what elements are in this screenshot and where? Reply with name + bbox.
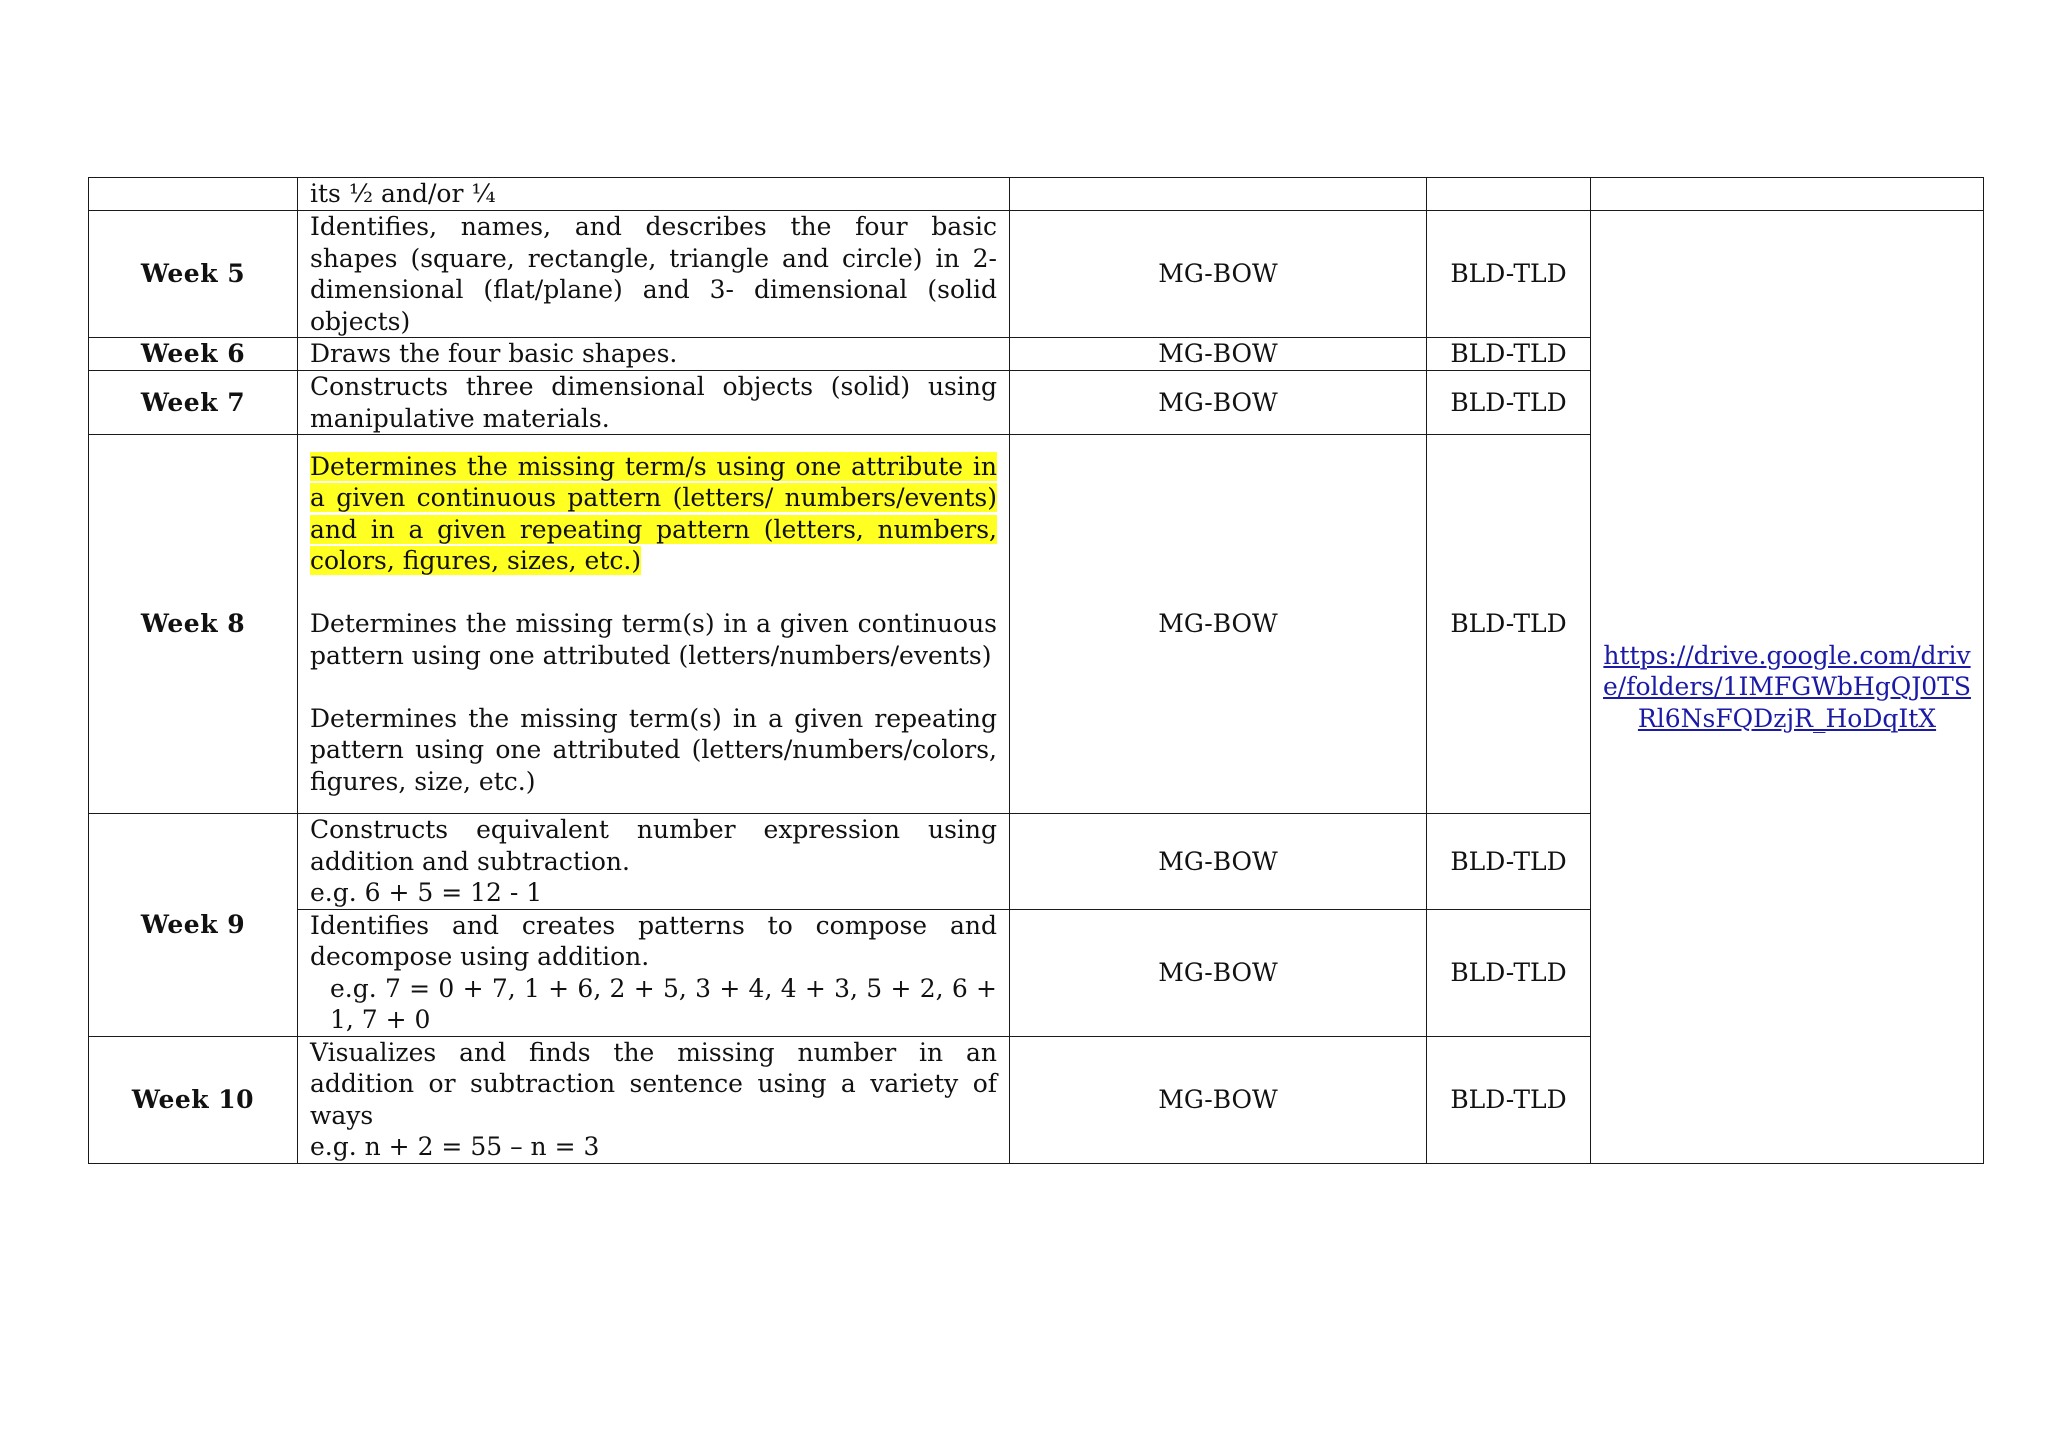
competency-text: Constructs equivalent number expression using addition and subtraction. bbox=[310, 815, 997, 876]
table-row-week-5 bbox=[89, 211, 1984, 338]
competency-paragraph: Determines the missing term(s) in a given continuous pattern using one attributed (letters/numbers/events) bbox=[310, 609, 997, 670]
curriculum-table bbox=[88, 177, 1984, 1164]
competency-cell bbox=[298, 435, 1010, 814]
competency-cell: Identifies, names, and describes the four basic shapes (square, rectangle, triangle and circle) in 2-dimensional (flat/plane) and 3- dimensional (solid objects) bbox=[298, 211, 1010, 338]
domain-code-cell: MG-BOW bbox=[1010, 909, 1427, 1036]
resource-link[interactable]: https://drive.google.com/drive/folders/1IMFGWbHgQJ0TSRl6NsFQDzjR_HoDqItX bbox=[1603, 640, 1971, 733]
level-code-cell: BLD-TLD bbox=[1427, 435, 1591, 814]
competency-cell bbox=[298, 909, 1010, 1036]
competency-paragraph-highlighted bbox=[310, 451, 997, 577]
level-code-cell: BLD-TLD bbox=[1427, 371, 1591, 435]
week-cell-empty bbox=[89, 178, 298, 211]
level-code-cell: BLD-TLD bbox=[1427, 1036, 1591, 1163]
competency-cell bbox=[298, 814, 1010, 910]
week-label: Week 5 bbox=[89, 211, 298, 338]
competency-cell: Constructs three dimensional objects (solid) using manipulative materials. bbox=[298, 371, 1010, 435]
domain-code-cell: MG-BOW bbox=[1010, 211, 1427, 338]
competency-text: Visualizes and finds the missing number in an addition or subtraction sentence using a variety of ways bbox=[310, 1037, 997, 1130]
week-label: Week 9 bbox=[89, 814, 298, 1037]
table-row-continued bbox=[89, 178, 1984, 211]
domain-code-cell: MG-BOW bbox=[1010, 338, 1427, 371]
domain-code-cell: MG-BOW bbox=[1010, 435, 1427, 814]
domain-code-cell: MG-BOW bbox=[1010, 814, 1427, 910]
week-label: Week 10 bbox=[89, 1036, 298, 1163]
resource-cell-empty bbox=[1591, 178, 1984, 211]
competency-cell: Draws the four basic shapes. bbox=[298, 338, 1010, 371]
level-code-cell: BLD-TLD bbox=[1427, 338, 1591, 371]
resource-link-cell bbox=[1591, 211, 1984, 1164]
competency-example: e.g. 7 = 0 + 7, 1 + 6, 2 + 5, 3 + 4, 4 + 3, 5 + 2, 6 + 1, 7 + 0 bbox=[330, 973, 997, 1034]
week-label: Week 8 bbox=[89, 435, 298, 814]
competency-paragraph: Determines the missing term(s) in a given repeating pattern using one attributed (letters/numbers/colors, figures, size, etc.) bbox=[310, 703, 997, 796]
domain-code-cell: MG-BOW bbox=[1010, 1036, 1427, 1163]
competency-cell-continued: its ½ and/or ¼ bbox=[298, 178, 1010, 211]
competency-text: Identifies and creates patterns to compose and decompose using addition. bbox=[310, 910, 997, 971]
domain-code-cell: MG-BOW bbox=[1010, 371, 1427, 435]
paragraph-gap bbox=[310, 671, 997, 703]
week-label: Week 7 bbox=[89, 371, 298, 435]
paragraph-gap bbox=[310, 577, 997, 609]
competency-example: e.g. 6 + 5 = 12 - 1 bbox=[310, 878, 543, 907]
domain-cell-empty bbox=[1010, 178, 1427, 211]
competency-cell bbox=[298, 1036, 1010, 1163]
week-label: Week 6 bbox=[89, 338, 298, 371]
level-code-cell: BLD-TLD bbox=[1427, 814, 1591, 910]
highlighted-text: Determines the missing term/s using one attribute in a given continuous pattern (letters/ numbers/events) and in a given repeating pattern (letters, numbers, colors, figures, sizes, etc.) bbox=[310, 451, 997, 576]
competency-example: e.g. n + 2 = 55 – n = 3 bbox=[310, 1132, 600, 1161]
level-code-cell: BLD-TLD bbox=[1427, 909, 1591, 1036]
level-code-cell: BLD-TLD bbox=[1427, 211, 1591, 338]
code-cell-empty bbox=[1427, 178, 1591, 211]
